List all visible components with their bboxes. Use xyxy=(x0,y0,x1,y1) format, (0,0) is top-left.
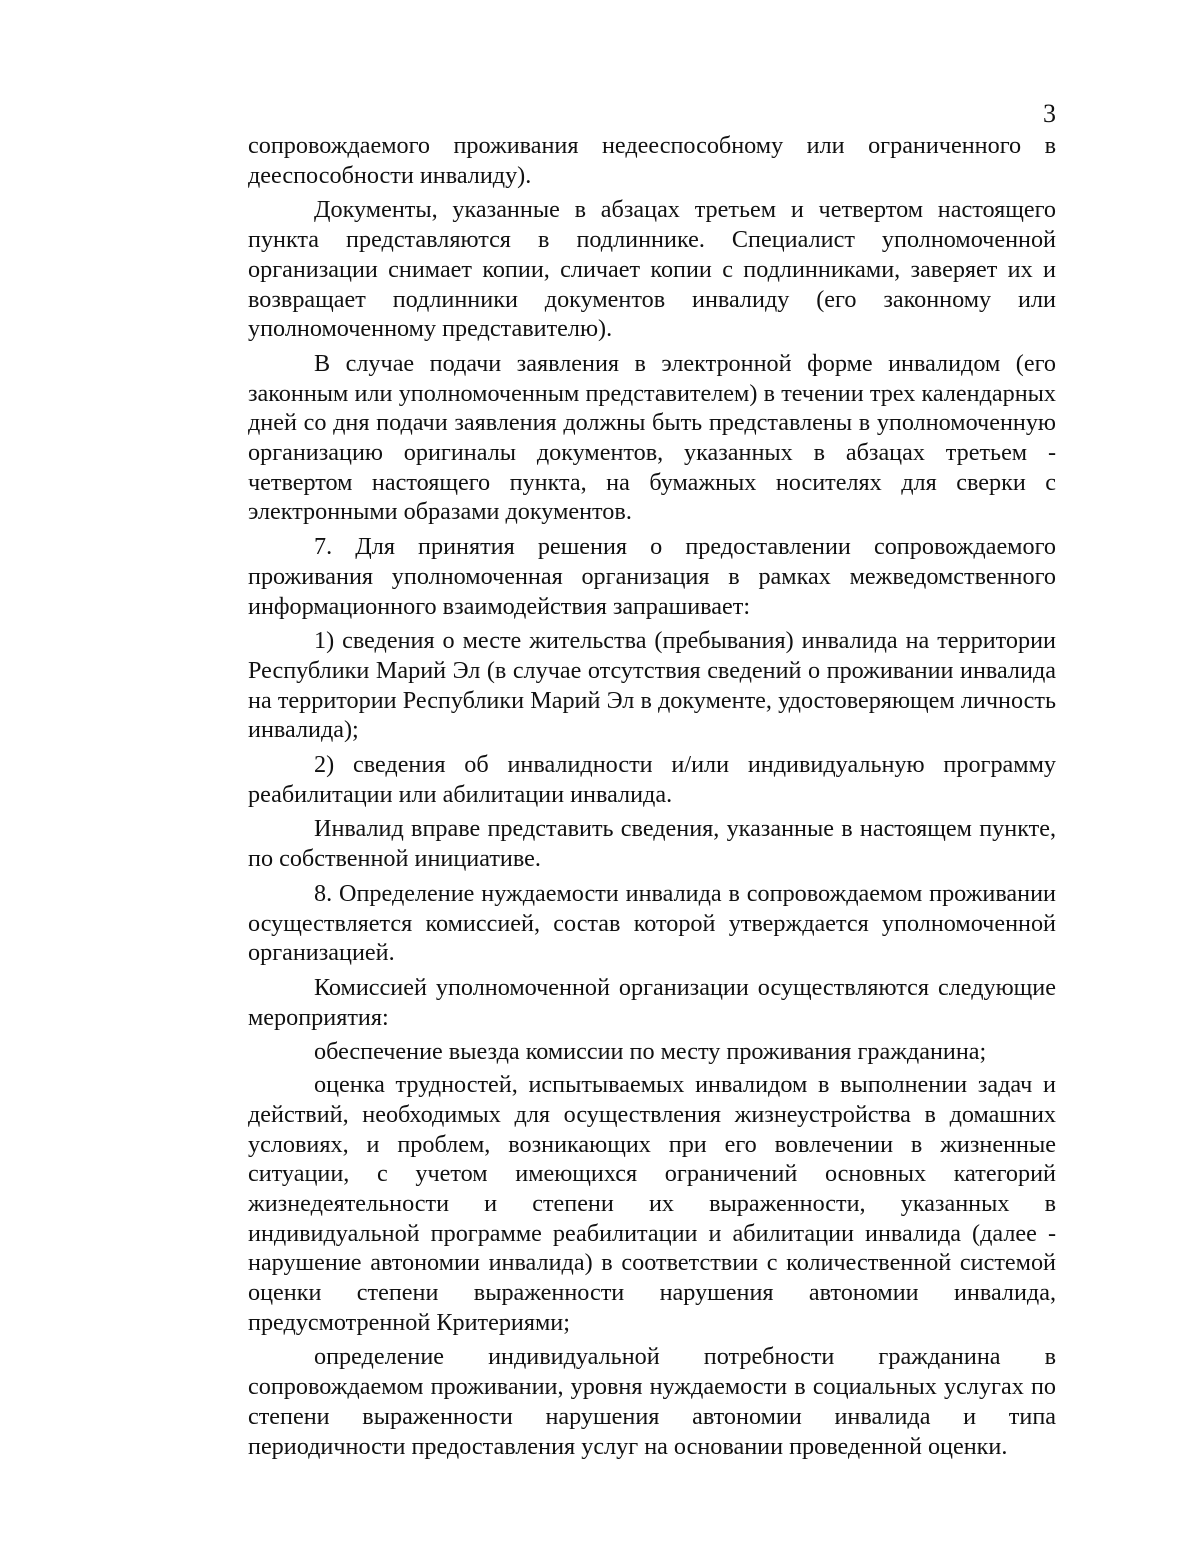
paragraph-difficulty-assessment: оценка трудностей, испытываемых инвалидом в выполнении задач и действий, необходимых для осуществления жизнеустройства в домашних условиях, и проблем, возникающих при его вовлечении в жизненные ситуации, с учетом имеющихся ограничений основных категорий жизнедеятельности и степени их выраженности, указанных в индивидуальной программе реабилитации и абилитации инвалида (далее - нарушение автономии инвалида) в соответствии с количественной системой оценки степени выраженности нарушения автономии инвалида, предусмотренной Критериями; xyxy=(248,1071,1056,1336)
paragraph-item-8: 8. Определение нуждаемости инвалида в сопровождаемом проживании осуществляется комиссией, состав которой утверждается уполномоченной организацией. xyxy=(248,879,1056,967)
paragraph-own-initiative: Инвалид вправе представить сведения, указанные в настоящем пункте, по собственной инициативе. xyxy=(248,815,1056,873)
paragraph-commission-visit: обеспечение выезда комиссии по месту проживания гражданина; xyxy=(314,1038,987,1066)
paragraph-subitem-2: 2) сведения об инвалидности и/или индивидуальную программу реабилитации или абилитации инвалида. xyxy=(248,751,1056,808)
paragraph-item-7: 7. Для принятия решения о предоставлении сопровождаемого проживания уполномоченная организация в рамках межведомственного информационного взаимодействия запрашивает: xyxy=(248,533,1056,620)
page-number: 3 xyxy=(1043,99,1056,128)
paragraph-commission-activities: Комиссией уполномоченной организации осуществляются следующие мероприятия: xyxy=(248,973,1056,1031)
paragraph-continuation: сопровождаемого проживания недееспособному или ограниченного в дееспособности инвалиду). xyxy=(248,132,1056,189)
document-body xyxy=(248,131,1056,1466)
paragraph-electronic-application: В случае подачи заявления в электронной форме инвалидом (его законным или уполномоченным представителем) в течении трех календарных дней со дня подачи заявления должны быть представлены в уполномоченную организацию оригиналы документов, указанных в абзацах третьем - четвертом настоящего пункта, на бумажных носителях для сверки с электронными образами документов. xyxy=(248,349,1056,526)
paragraph-subitem-1: 1) сведения о месте жительства (пребывания) инвалида на территории Республики Марий Эл (в случае отсутствия сведений о проживании инвалида на территории Республики Марий Эл в документе, удостоверяющем личность инвалида); xyxy=(248,627,1056,744)
paragraph-need-determination: определение индивидуальной потребности гражданина в сопровождаемом проживании, уровня нуждаемости в социальных услугах по степени выраженности нарушения автономии инвалида и типа периодичности предоставления услуг на основании проведенной оценки. xyxy=(248,1343,1056,1460)
paragraph-documents-originals: Документы, указанные в абзацах третьем и четвертом настоящего пункта представляются в подлиннике. Специалист уполномоченной организации снимает копии, сличает копии с подлинниками, заверяет их и возвращает подлинники документов инвалиду (его законному или уполномоченному представителю). xyxy=(248,196,1056,343)
